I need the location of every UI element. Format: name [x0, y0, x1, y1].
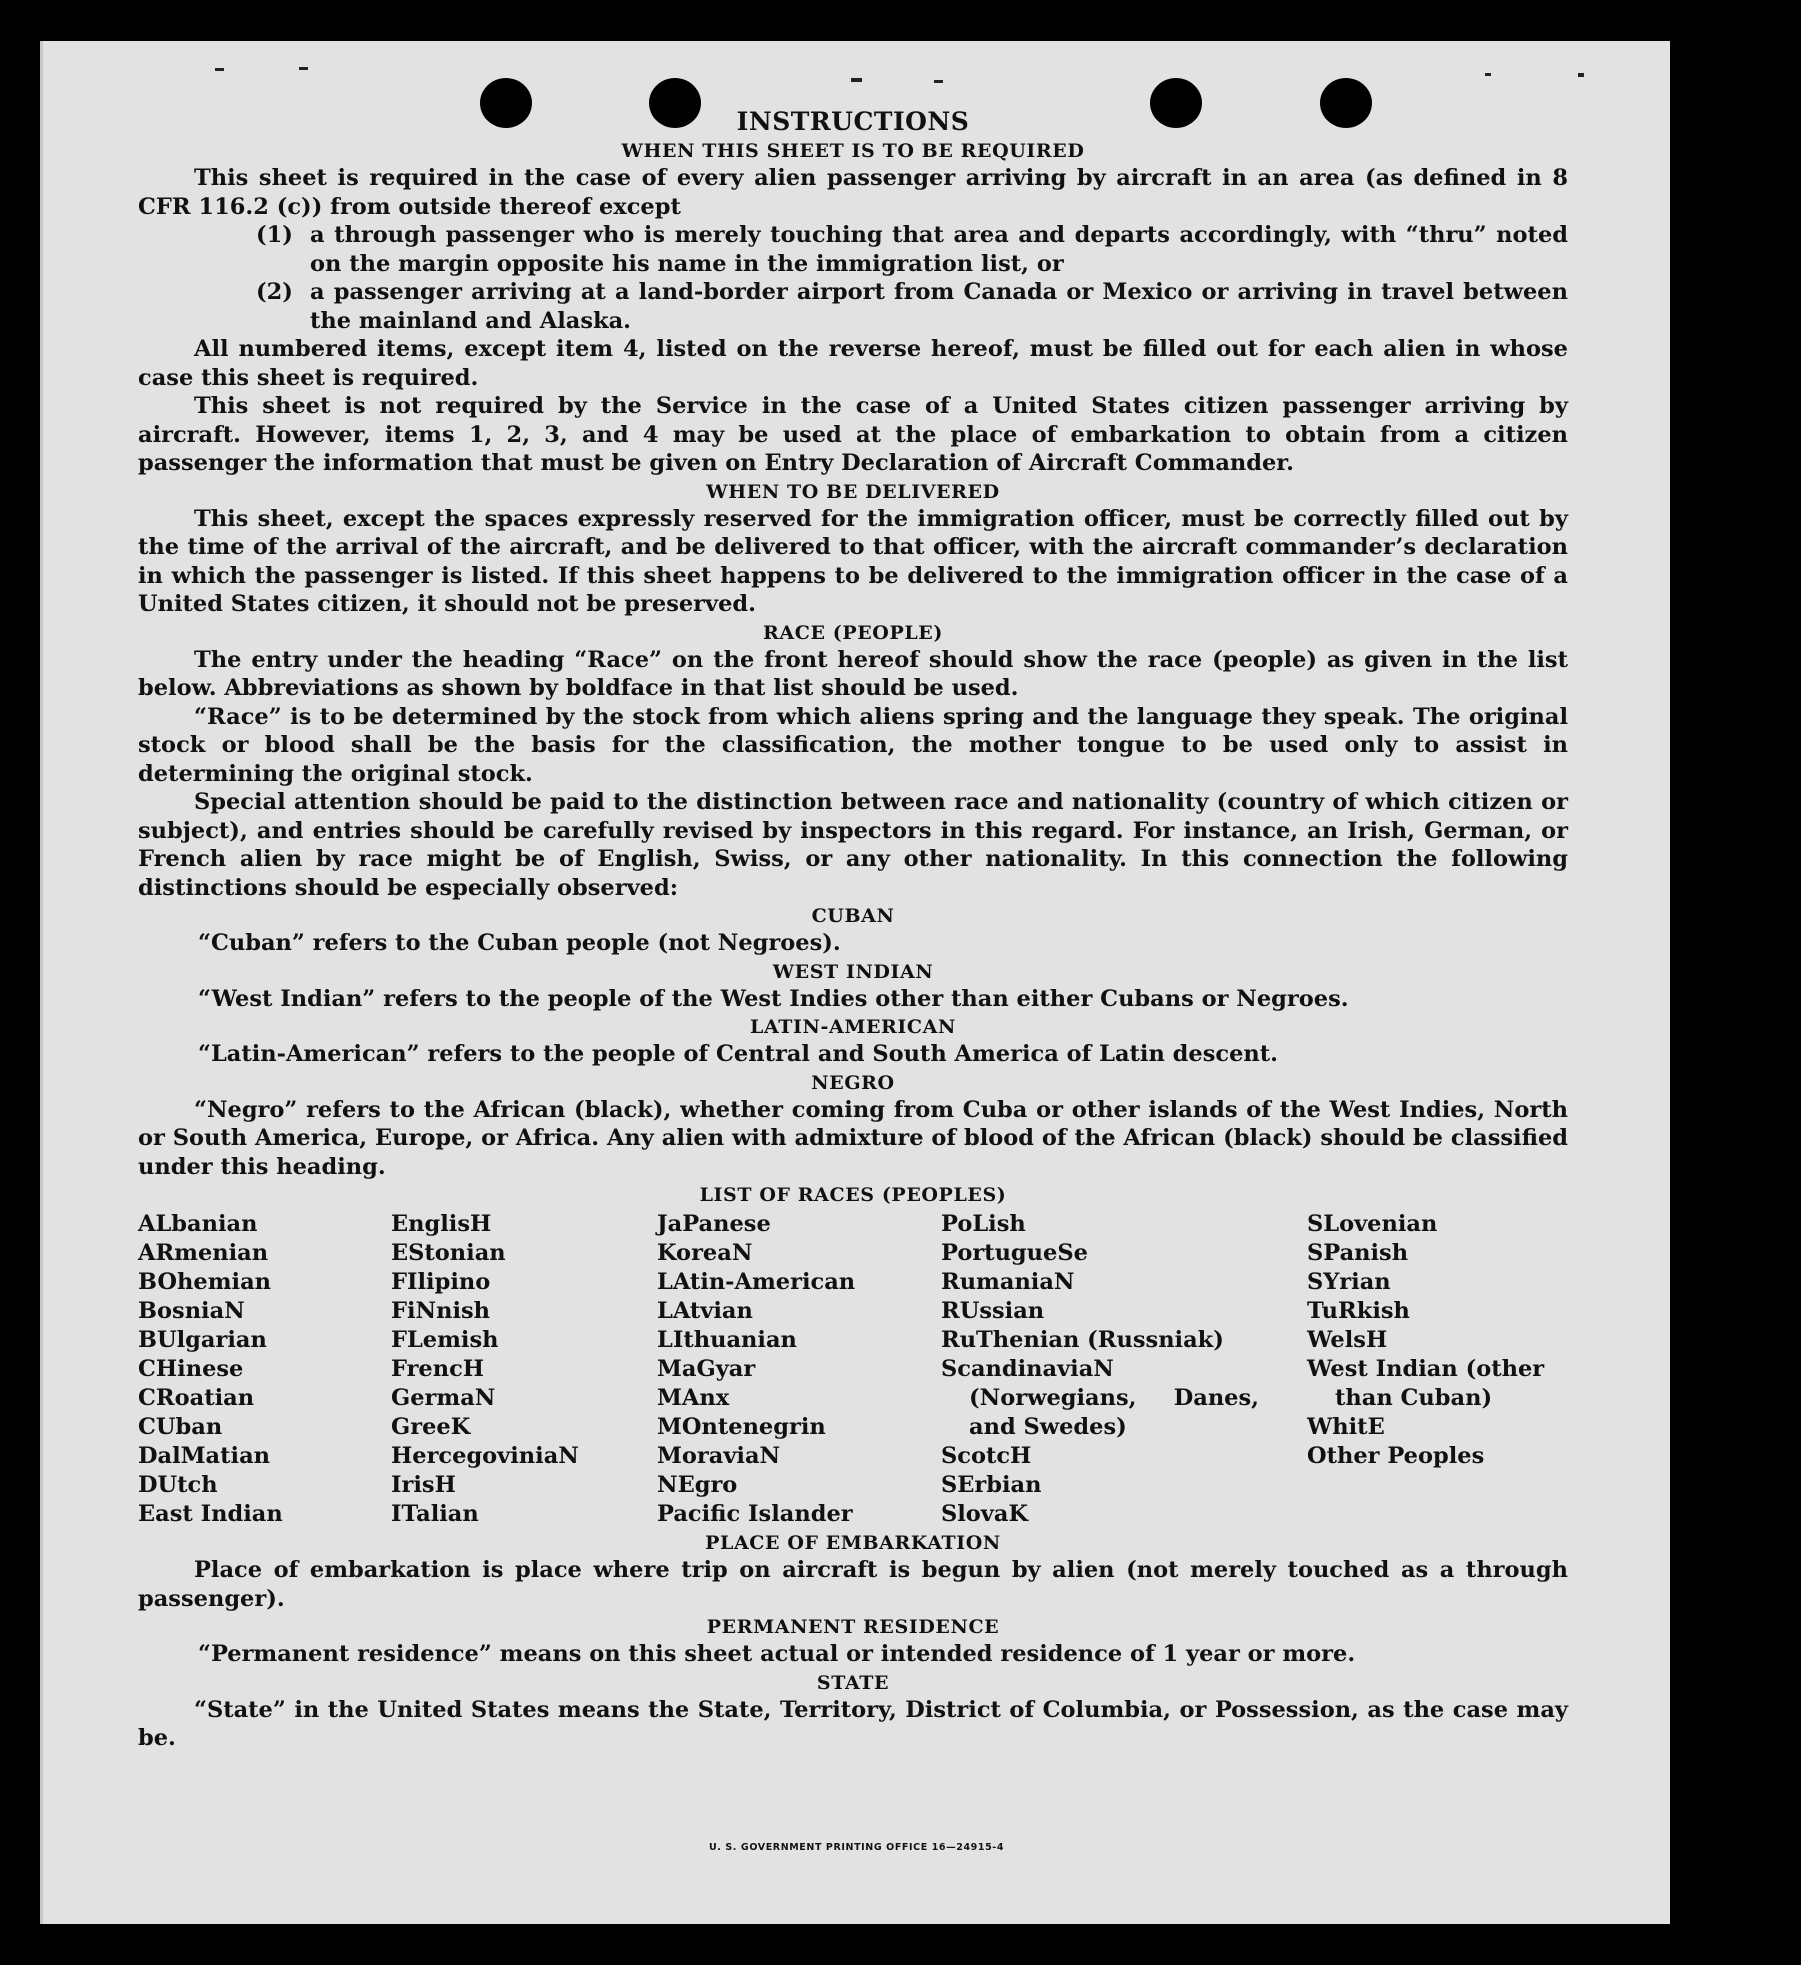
- race-entry: NEgro: [657, 1472, 738, 1498]
- section-heading-delivered: WHEN TO BE DELIVERED: [706, 480, 1000, 503]
- list-item: [256, 221, 1568, 278]
- race-entry: LIthuanian: [657, 1327, 797, 1353]
- race-entry: CHinese: [138, 1356, 244, 1382]
- race-entry: CUban: [138, 1414, 223, 1440]
- instructions-content: [138, 107, 1568, 1753]
- race-entry: Other Peoples: [1307, 1443, 1485, 1469]
- paragraph: “State” in the United States means the State, Territory, District of Columbia, or Possession, as the case may be.: [138, 1696, 1568, 1751]
- list-item: [256, 278, 1568, 335]
- race-entry: ScotcH: [941, 1443, 1032, 1469]
- paragraph: All numbered items, except item 4, listed on the reverse hereof, must be filled out for each alien in whose case this sheet is required.: [138, 336, 1568, 391]
- race-entry: MoraviaN: [657, 1443, 781, 1469]
- race-entry: LAtvian: [657, 1298, 753, 1324]
- section-heading-residence: PERMANENT RESIDENCE: [706, 1616, 1000, 1638]
- race-entry: MOntenegrin: [657, 1414, 826, 1440]
- race-entry: ALbanian: [138, 1211, 258, 1237]
- race-entry: MAnx: [657, 1385, 730, 1411]
- race-entry: MaGyar: [657, 1356, 756, 1382]
- race-entry: RumaniaN: [941, 1269, 1075, 1295]
- races-list-heading: LIST OF RACES (PEOPLES): [699, 1184, 1007, 1206]
- race-entry: SlovaK: [941, 1501, 1029, 1527]
- section-heading-state: STATE: [816, 1671, 890, 1694]
- races-column: [1307, 1210, 1567, 1529]
- race-entry: RuThenian (Russniak): [941, 1327, 1224, 1353]
- scan-speck: [851, 78, 862, 82]
- races-column: [391, 1210, 657, 1529]
- paragraph: “Race” is to be determined by the stock from which aliens spring and the language they speak. The original stock or blood shall be the basis for the classification, the mother tongue to be used only to assist in determining the original stock.: [138, 703, 1568, 787]
- race-entry: BOhemian: [138, 1269, 272, 1295]
- race-entry: SPanish: [1307, 1240, 1409, 1266]
- races-column: [138, 1210, 391, 1529]
- section-heading-race: RACE (PEOPLE): [763, 621, 943, 644]
- race-entry: DUtch: [138, 1472, 218, 1498]
- race-entry: East Indian: [138, 1501, 283, 1527]
- subheading-negro: NEGRO: [811, 1071, 895, 1094]
- paragraph: Place of embarkation is place where trip on aircraft is begun by alien (not merely touched as a through passenger).: [138, 1557, 1568, 1612]
- race-entry: BUlgarian: [138, 1327, 267, 1353]
- item-text: a passenger arriving at a land-border airport from Canada or Mexico or arriving in travel between the mainland and Alaska.: [310, 279, 1568, 334]
- paragraph: This sheet is not required by the Service in the case of a United States citizen passenger arriving by aircraft. However, items 1, 2, 3, and 4 may be used at the place of embarkation to obtain from a citizen passenger the information that must be given on Entry Declaration of Aircraft Commander.: [138, 393, 1568, 476]
- race-entry: IrisH: [391, 1472, 456, 1498]
- paragraph: “Permanent residence” means on this sheet actual or intended residence of 1 year or more.: [198, 1641, 1356, 1667]
- race-entry: LAtin-American: [657, 1269, 856, 1295]
- races-column: [657, 1210, 941, 1529]
- race-entry: GermaN: [391, 1385, 496, 1411]
- scan-speck: [1485, 73, 1491, 76]
- paragraph: The entry under the heading “Race” on the front hereof should show the race (people) as given in the list below. Abbreviations as shown by boldface in that list should be used.: [138, 646, 1568, 701]
- race-entry: GreeK: [391, 1414, 471, 1440]
- definition-text: “West Indian” refers to the people of the West Indies other than either Cubans or Negroes.: [198, 985, 1349, 1012]
- race-entry: WhitE: [1307, 1414, 1385, 1440]
- race-entry: Pacific Islander: [657, 1501, 853, 1527]
- race-entry: FiNnish: [391, 1298, 491, 1324]
- race-entry: KoreaN: [657, 1240, 753, 1266]
- scan-speck: [1578, 73, 1584, 77]
- race-entry: RUssian: [941, 1298, 1045, 1324]
- race-entry: SYrian: [1307, 1269, 1391, 1295]
- scan-speck: [299, 67, 308, 70]
- race-entry: EnglisH: [391, 1211, 492, 1237]
- race-entry: SErbian: [941, 1472, 1042, 1498]
- printing-office-footer: U. S. GOVERNMENT PRINTING OFFICE 16—24915-4: [708, 1842, 1005, 1853]
- race-entry: HercegoviniaN: [391, 1443, 579, 1469]
- item-number: (1): [256, 222, 293, 248]
- scan-speck: [215, 68, 224, 71]
- race-entry: PoLish: [941, 1211, 1026, 1237]
- subheading-west-indian: WEST INDIAN: [772, 960, 934, 983]
- race-entry: SLovenian: [1307, 1211, 1438, 1237]
- definition-text: “Latin-American” refers to the people of Central and South America of Latin descent.: [198, 1041, 1278, 1067]
- race-entry: CRoatian: [138, 1385, 255, 1411]
- race-entry: West Indian (other than Cuban): [1307, 1356, 1545, 1411]
- definition-text: “Negro” refers to the African (black), whether coming from Cuba or other islands of the West Indies, North or South America, Europe, or Africa. Any alien with admixture of blood of the African (black) should be classified under this heading.: [138, 1096, 1568, 1180]
- race-entry: PortugueSe: [941, 1240, 1088, 1266]
- races-list: [138, 1210, 1568, 1529]
- item-text: a through passenger who is merely touching that area and departs accordingly, with “thru” noted on the margin opposite his name in the immigration list, or: [310, 222, 1568, 277]
- race-entry: FrencH: [391, 1356, 485, 1382]
- race-entry: EStonian: [391, 1240, 506, 1266]
- definition-text: “Cuban” refers to the Cuban people (not Negroes).: [198, 930, 841, 956]
- race-entry: FIlipino: [391, 1269, 491, 1295]
- subheading-latin-american: LATIN-AMERICAN: [750, 1016, 956, 1038]
- document-page: [40, 41, 1670, 1924]
- race-entry: JaPanese: [657, 1211, 771, 1237]
- paragraph: This sheet is required in the case of every alien passenger arriving by aircraft in an area (as defined in 8 CFR 116.2 (c)) from outside thereof except: [138, 165, 1568, 220]
- section-heading-required: WHEN THIS SHEET IS TO BE REQUIRED: [621, 140, 1085, 162]
- page-title: INSTRUCTIONS: [736, 107, 970, 136]
- race-entry: BosniaN: [138, 1298, 245, 1324]
- paragraph: Special attention should be paid to the distinction between race and nationality (country of which citizen or subject), and entries should be carefully revised by inspectors in this regard. For instance, an Irish, German, or French alien by race might be of English, Swiss, or any other nationality. In this connection the following distinctions should be especially observed:: [138, 789, 1568, 901]
- race-entry: ITalian: [391, 1501, 479, 1527]
- race-entry: ScandinaviaN (Norwegians, Danes, and Swedes): [941, 1356, 1259, 1440]
- paragraph: This sheet, except the spaces expressly reserved for the immigration officer, must be correctly filled out by the time of the arrival of the aircraft, and be delivered to that officer, with the aircraft commander’s declaration in which the passenger is listed. If this sheet happens to be delivered to the immigration officer in the case of a United States citizen, it should not be preserved.: [138, 505, 1568, 617]
- subheading-cuban: CUBAN: [811, 905, 895, 927]
- race-entry: TuRkish: [1307, 1298, 1410, 1324]
- race-entry: DalMatian: [138, 1443, 271, 1469]
- race-entry: ARmenian: [138, 1240, 269, 1266]
- section-heading-embarkation: PLACE OF EMBARKATION: [705, 1532, 1001, 1554]
- race-entry: FLemish: [391, 1327, 499, 1353]
- races-column: [941, 1210, 1307, 1529]
- scan-speck: [934, 80, 943, 83]
- race-entry: WelsH: [1307, 1327, 1388, 1353]
- item-number: (2): [256, 279, 293, 305]
